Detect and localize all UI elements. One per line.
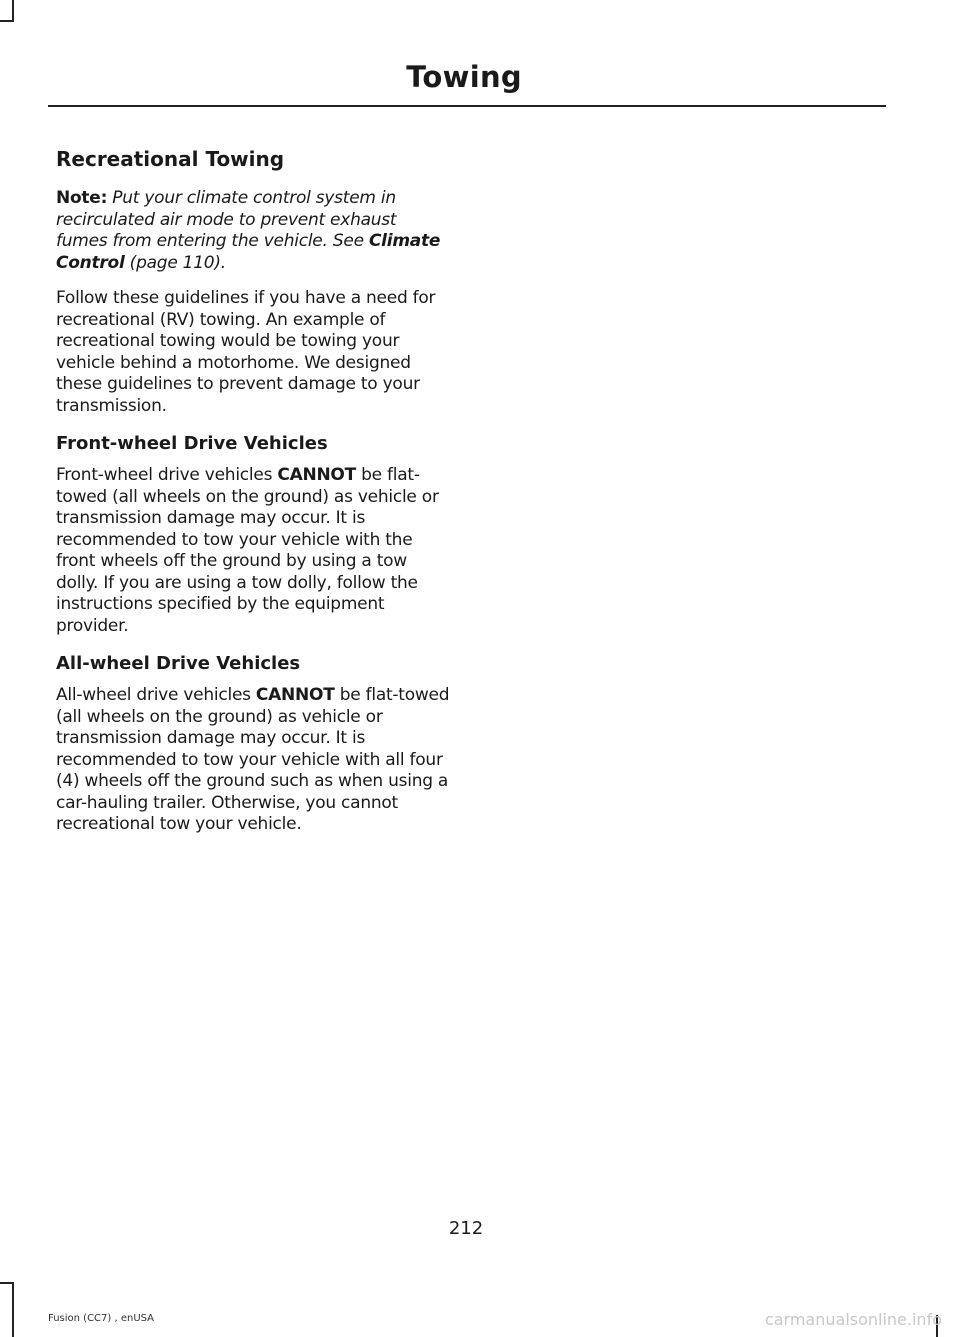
fwd-heading: Front-wheel Drive Vehicles	[56, 433, 328, 454]
fwd-lead: Front-wheel drive vehicles	[56, 465, 278, 485]
page-number: 212	[448, 1218, 484, 1239]
header-divider	[48, 105, 886, 107]
intro-paragraph: Follow these guidelines if you have a need for recreational (RV) towing. An example of recreational towing would be towing your vehicle behind a motorhome. We designed these guidelines to prevent damage to your transmission.	[56, 288, 436, 416]
page-title: Towing	[406, 60, 522, 94]
awd-body: be flat-towed (all wheels on the ground) as vehicle or transmission damage may occur. It is recommended to tow your vehicle with all four (4) wheels off the ground such as when using a car-hauling trailer. Otherwise, you cannot recreational tow your vehicle.	[56, 685, 450, 834]
document-id: Fusion (CC7) , enUSA	[48, 1313, 155, 1324]
awd-lead: All-wheel drive vehicles	[56, 685, 256, 705]
content-column	[56, 144, 451, 850]
watermark: carmanualsonline.info	[764, 1310, 942, 1329]
note-label: Note:	[56, 188, 108, 208]
fwd-body: be flat-towed (all wheels on the ground) as vehicle or transmission damage may occur. It is recommended to tow your vehicle with the front wheels off the ground by using a tow dolly. If you are using a tow dolly, follow the instructions specified by the equipment provider.	[56, 465, 439, 636]
climate-control-link[interactable]: Climate Control	[56, 231, 441, 273]
note-text: Put your climate control system in recirculated air mode to prevent exhaust fumes from entering the vehicle. See	[56, 188, 397, 251]
section-heading: Recreational Towing	[56, 147, 285, 171]
fwd-emphasis: CANNOT	[277, 465, 356, 485]
crop-mark-bottom-left-vertical	[12, 1282, 14, 1337]
crop-mark-bottom-left-horizontal	[0, 1282, 14, 1284]
note-page-ref: (page 110).	[124, 252, 226, 273]
crop-mark-top-left-vertical	[12, 0, 14, 22]
awd-paragraph	[56, 685, 451, 836]
note-paragraph	[56, 188, 451, 274]
awd-emphasis: CANNOT	[255, 685, 335, 705]
awd-heading: All-wheel Drive Vehicles	[56, 653, 301, 674]
fwd-paragraph	[56, 465, 451, 637]
crop-mark-top-left-horizontal	[0, 20, 14, 22]
